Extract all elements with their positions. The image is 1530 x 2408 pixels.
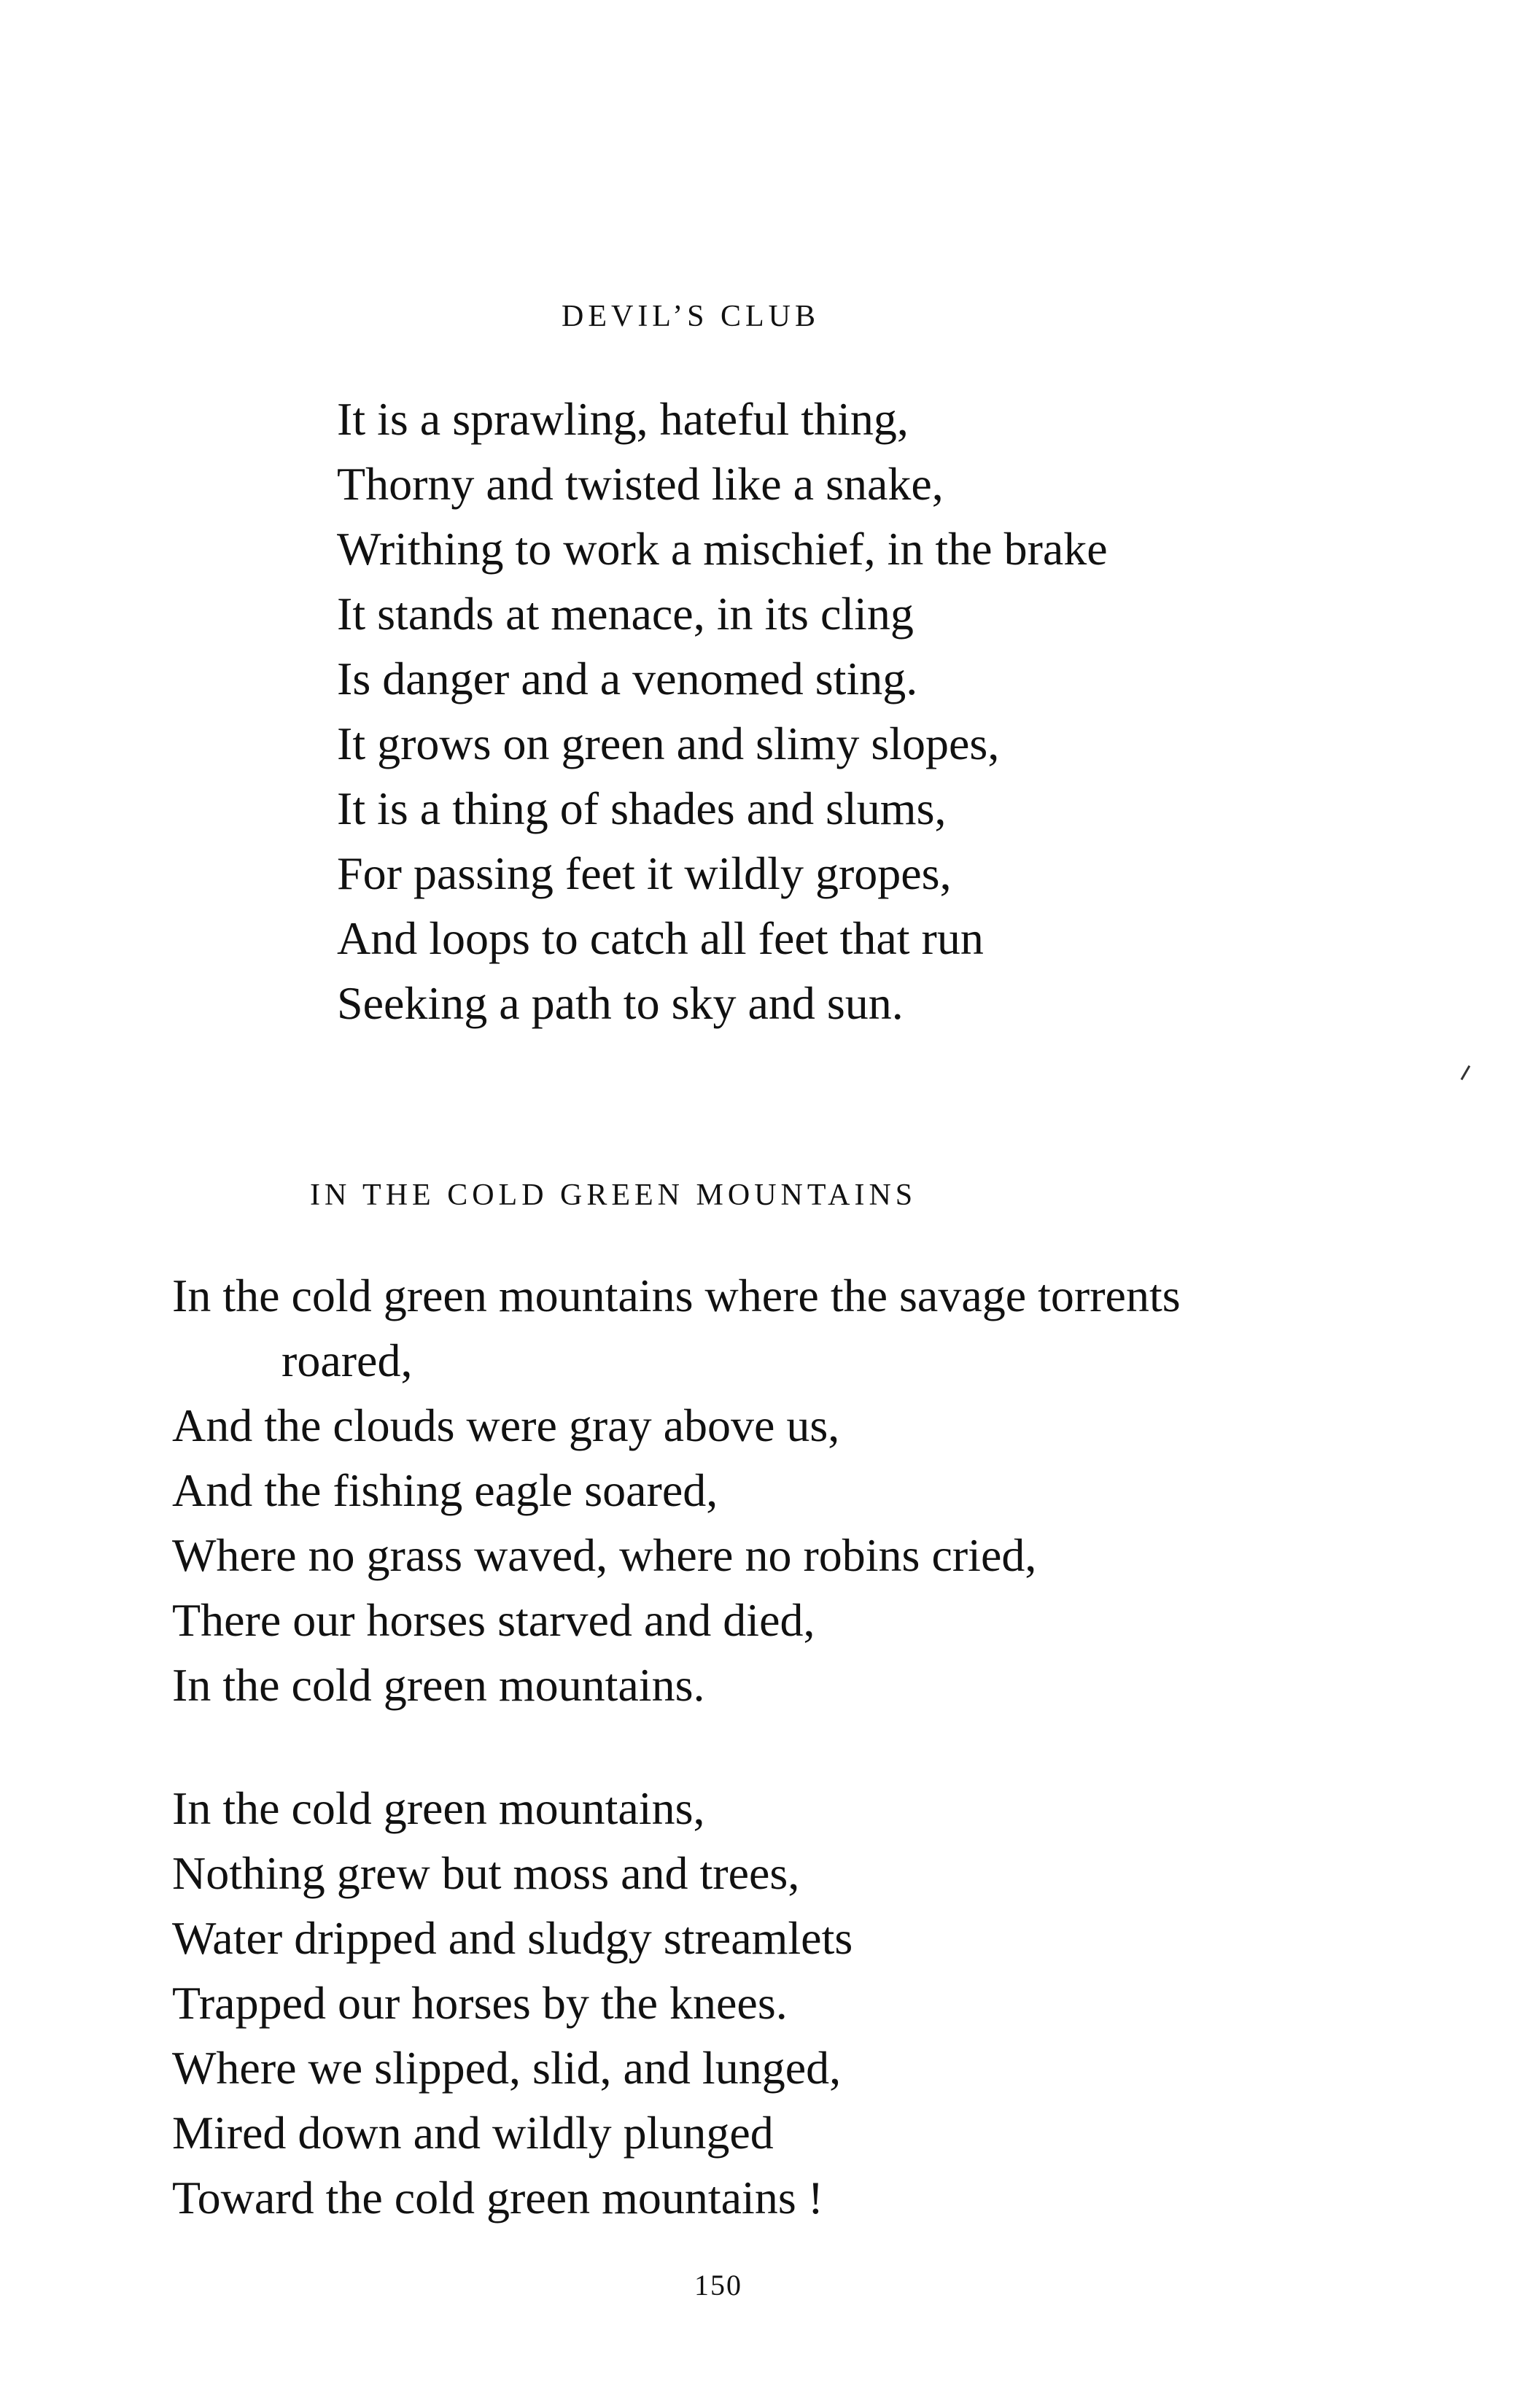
poem-line: Toward the cold green mountains !: [172, 2172, 824, 2223]
poem-line: Where we slipped, slid, and lunged,: [172, 2042, 842, 2094]
poem-cold-green-mountains: [172, 1263, 1181, 2230]
poem-line: It grows on green and slimy slopes,: [337, 718, 1000, 769]
poem-line: And the clouds were gray above us,: [172, 1399, 840, 1451]
page-number: 150: [694, 2269, 742, 2302]
poem-devils-club: [337, 387, 1108, 1036]
poem-line: Mired down and wildly plunged: [172, 2107, 774, 2159]
poem-line-continuation: roared,: [281, 1335, 413, 1386]
poem-line: Water dripped and sludgy streamlets: [172, 1912, 853, 1964]
poem-line: And loops to catch all feet that run: [337, 912, 984, 964]
poem-line: In the cold green mountains,: [172, 1782, 705, 1834]
poem-line: It is a thing of shades and slums,: [337, 782, 947, 834]
paper-speck: [1461, 1065, 1471, 1081]
poem-line: It stands at menace, in its cling: [337, 588, 914, 640]
poem-title-devils-club: DEVIL’S CLUB: [562, 300, 820, 333]
poem-line: Trapped our horses by the knees.: [172, 1977, 788, 2029]
stanza-break: [172, 1717, 1181, 1776]
poem-line: In the cold green mountains.: [172, 1659, 705, 1711]
poem-line: Nothing grew but moss and trees,: [172, 1847, 800, 1899]
poem-line: Where no grass waved, where no robins cried,: [172, 1529, 1037, 1581]
poem-line: For passing feet it wildly gropes,: [337, 847, 952, 899]
poem-line: In the cold green mountains where the savage torrents: [172, 1270, 1181, 1321]
poem-line: Seeking a path to sky and sun.: [337, 977, 904, 1029]
poem-line: Thorny and twisted like a snake,: [337, 458, 944, 510]
poem-line: There our horses starved and died,: [172, 1594, 815, 1646]
poem-line: And the fishing eagle soared,: [172, 1464, 718, 1516]
poem-title-cold-green-mountains: IN THE COLD GREEN MOUNTAINS: [310, 1178, 917, 1212]
poem-line: It is a sprawling, hateful thing,: [337, 393, 909, 445]
poem-line: Writhing to work a mischief, in the brake: [337, 523, 1108, 575]
poem-line: Is danger and a venomed sting.: [337, 653, 918, 704]
